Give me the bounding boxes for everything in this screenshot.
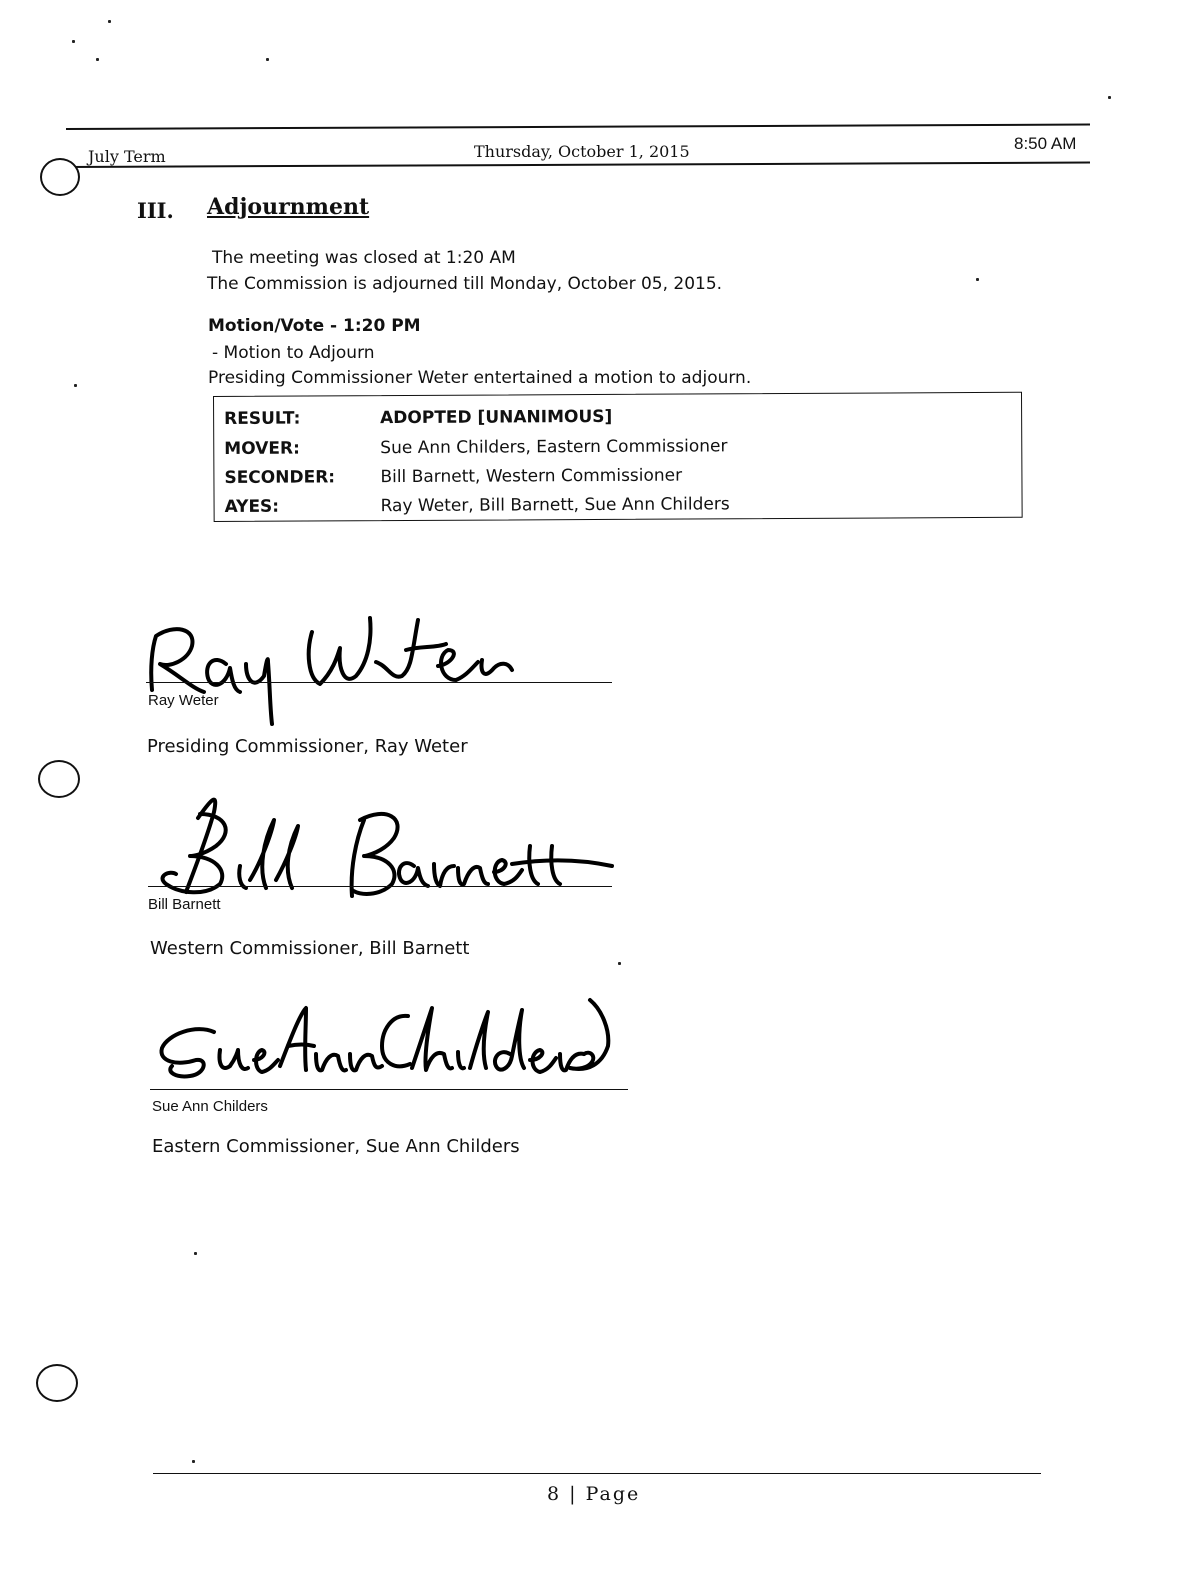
result-label: RESULT: [224, 408, 301, 429]
mover-value: Sue Ann Childers, Eastern Commissioner [380, 436, 728, 459]
scan-speck [1108, 96, 1111, 99]
signer-printed-name: Bill Barnett [148, 896, 221, 913]
scan-speck [74, 384, 77, 387]
header-time: 8:50 AM [1014, 134, 1077, 153]
signature-line [148, 886, 612, 887]
signature-line [150, 1089, 628, 1090]
signature-line [146, 682, 612, 683]
seconder-label: SECONDER: [224, 467, 336, 488]
motion-text: Presiding Commissioner Weter entertained a motion to adjourn. [208, 368, 752, 388]
signer-title: Eastern Commissioner, Sue Ann Childers [152, 1136, 520, 1157]
signer-title: Presiding Commissioner, Ray Weter [147, 736, 468, 757]
motion-heading: Motion/Vote - 1:20 PM [208, 316, 421, 336]
motion-item: - Motion to Adjourn [212, 343, 375, 363]
section-title: Adjournment [207, 194, 370, 220]
signer-printed-name: Sue Ann Childers [152, 1098, 268, 1115]
signer-title: Western Commissioner, Bill Barnett [150, 938, 470, 959]
seconder-value: Bill Barnett, Western Commissioner [380, 465, 683, 488]
result-value: ADOPTED [UNANIMOUS] [380, 406, 613, 429]
header-date: Thursday, October 1, 2015 [474, 142, 690, 161]
adjourned-until-text: The Commission is adjourned till Monday, October 05, 2015. [207, 274, 723, 294]
scan-speck [108, 20, 111, 23]
footer-rule [153, 1473, 1041, 1474]
header-term: July Term [88, 147, 166, 166]
ayes-value: Ray Weter, Bill Barnett, Sue Ann Childers [380, 494, 730, 517]
ayes-label: AYES: [224, 496, 280, 517]
mover-label: MOVER: [224, 438, 300, 459]
signer-printed-name: Ray Weter [148, 692, 219, 709]
scan-speck [618, 962, 621, 965]
scan-speck [72, 40, 75, 43]
meeting-closed-text: The meeting was closed at 1:20 AM [212, 248, 516, 268]
page-number: 8 | Page [547, 1483, 641, 1505]
signature-bill-barnett [163, 800, 613, 896]
section-number: III. [137, 198, 174, 223]
scan-speck [194, 1252, 197, 1255]
scan-speck [976, 278, 979, 281]
scan-speck [266, 58, 269, 61]
signature-sue-ann-childers [161, 1000, 608, 1076]
scan-speck [96, 58, 99, 61]
scan-speck [192, 1460, 195, 1463]
